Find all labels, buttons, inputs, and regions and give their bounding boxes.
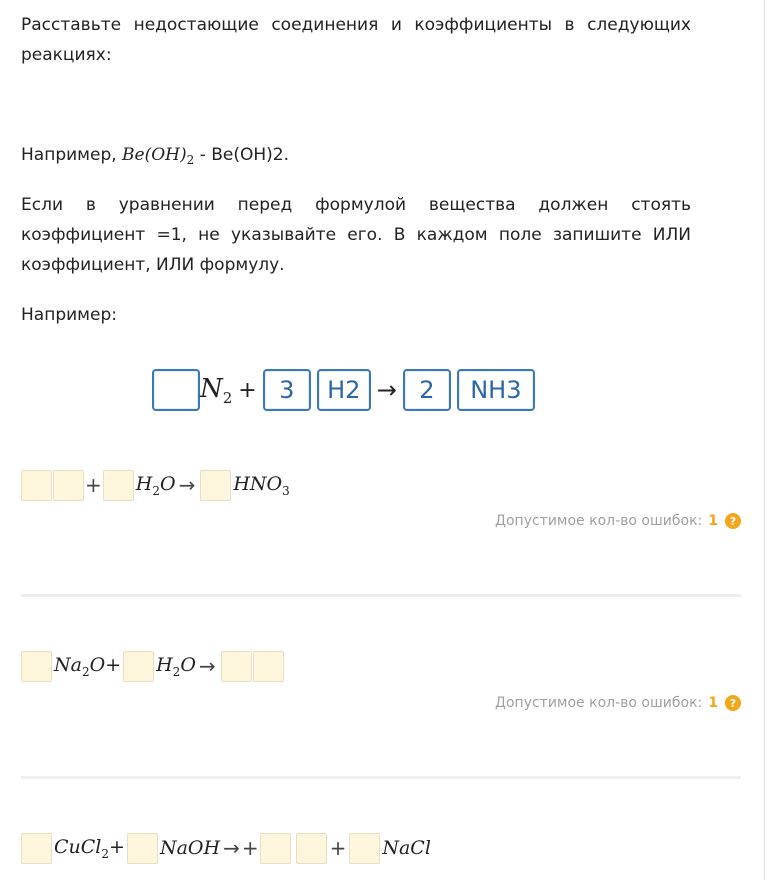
example-prefix: Например, [21, 145, 117, 165]
example-coef-box-2: 2 [403, 369, 451, 411]
task-1-blank-1[interactable] [21, 470, 52, 501]
task-2-errors-label: Допустимое кол-во ошибок: [495, 695, 703, 711]
example-arrow: → [376, 376, 397, 404]
task-2-arrow: → [198, 654, 216, 678]
task-3-blank-4[interactable] [296, 833, 327, 864]
task-1-arrow: → [178, 473, 196, 497]
task-3-reactant-cucl2: CuCl$_2$+ [54, 835, 125, 861]
section-divider [21, 776, 741, 779]
task-1-product: $HNO_3$ [233, 472, 290, 498]
task-2-errors [495, 695, 741, 711]
task-1-blank-2[interactable] [53, 470, 84, 501]
example-plus: + [238, 377, 257, 403]
task-1-errors-count: 1 [708, 513, 718, 529]
help-circle-icon[interactable]: ? [725, 513, 741, 529]
task-2-equation [21, 650, 284, 682]
task-2-errors-count: 1 [708, 695, 718, 711]
example-formula: $Be(OH)_2$ [122, 145, 195, 167]
example-empty-box [152, 369, 200, 411]
task-2-blank-2[interactable] [123, 651, 154, 682]
scroll-edge-rule [764, 0, 765, 880]
example-label: Например: [21, 305, 117, 325]
task-1-blank-4[interactable] [200, 470, 231, 501]
task-3-plus-2: + [329, 836, 347, 860]
example-formula-box: H2 [317, 369, 371, 411]
task-3-blank-3[interactable] [260, 833, 291, 864]
example-coef-box: 3 [263, 369, 311, 411]
example-line [21, 140, 691, 175]
task-3-blank-1[interactable] [21, 833, 52, 864]
task-3-blank-2[interactable] [127, 833, 158, 864]
section-divider [21, 594, 741, 597]
task-3-blank-5[interactable] [349, 833, 380, 864]
task-1-blank-3[interactable] [103, 470, 134, 501]
help-circle-icon[interactable]: ? [725, 695, 741, 711]
rule-text: Если в уравнении перед формулой вещества должен стоять коэффициент =1, не указывайте его. В каждом поле запишите ИЛИ коэффициент, ИЛИ формулу. [21, 195, 691, 275]
task-2-blank-1[interactable] [21, 651, 52, 682]
task-3-arrow: → [223, 836, 240, 860]
task-1-h2o: $H_2O$ [135, 472, 176, 498]
task-1-errors [495, 513, 741, 529]
task-3-product-nacl: NaCl [382, 837, 431, 859]
example-equation [152, 366, 535, 414]
task-3-reactant-naoh: NaOH [159, 837, 221, 859]
task-3-equation [21, 832, 433, 864]
example-formula-box-2: NH3 [457, 369, 535, 411]
task-1-plus: + [85, 473, 102, 497]
task-2-blank-3[interactable] [221, 651, 252, 682]
task-1-errors-label: Допустимое кол-во ошибок: [495, 513, 703, 529]
example-reactant-n2: $N_2$ [200, 373, 233, 407]
example-suffix: - Be(OH)2. [199, 145, 289, 165]
task-2-reactant-na2o: $Na_2O+$ [54, 653, 122, 679]
task-3-plus-1: + [241, 836, 259, 860]
task-1-equation [21, 469, 292, 501]
task-2-blank-4[interactable] [253, 651, 284, 682]
task-2-h2o: $H_2O$ [156, 653, 196, 679]
instruction-text: Расставьте недостающие соединения и коэффициенты в следующих реакциях: [21, 15, 691, 65]
